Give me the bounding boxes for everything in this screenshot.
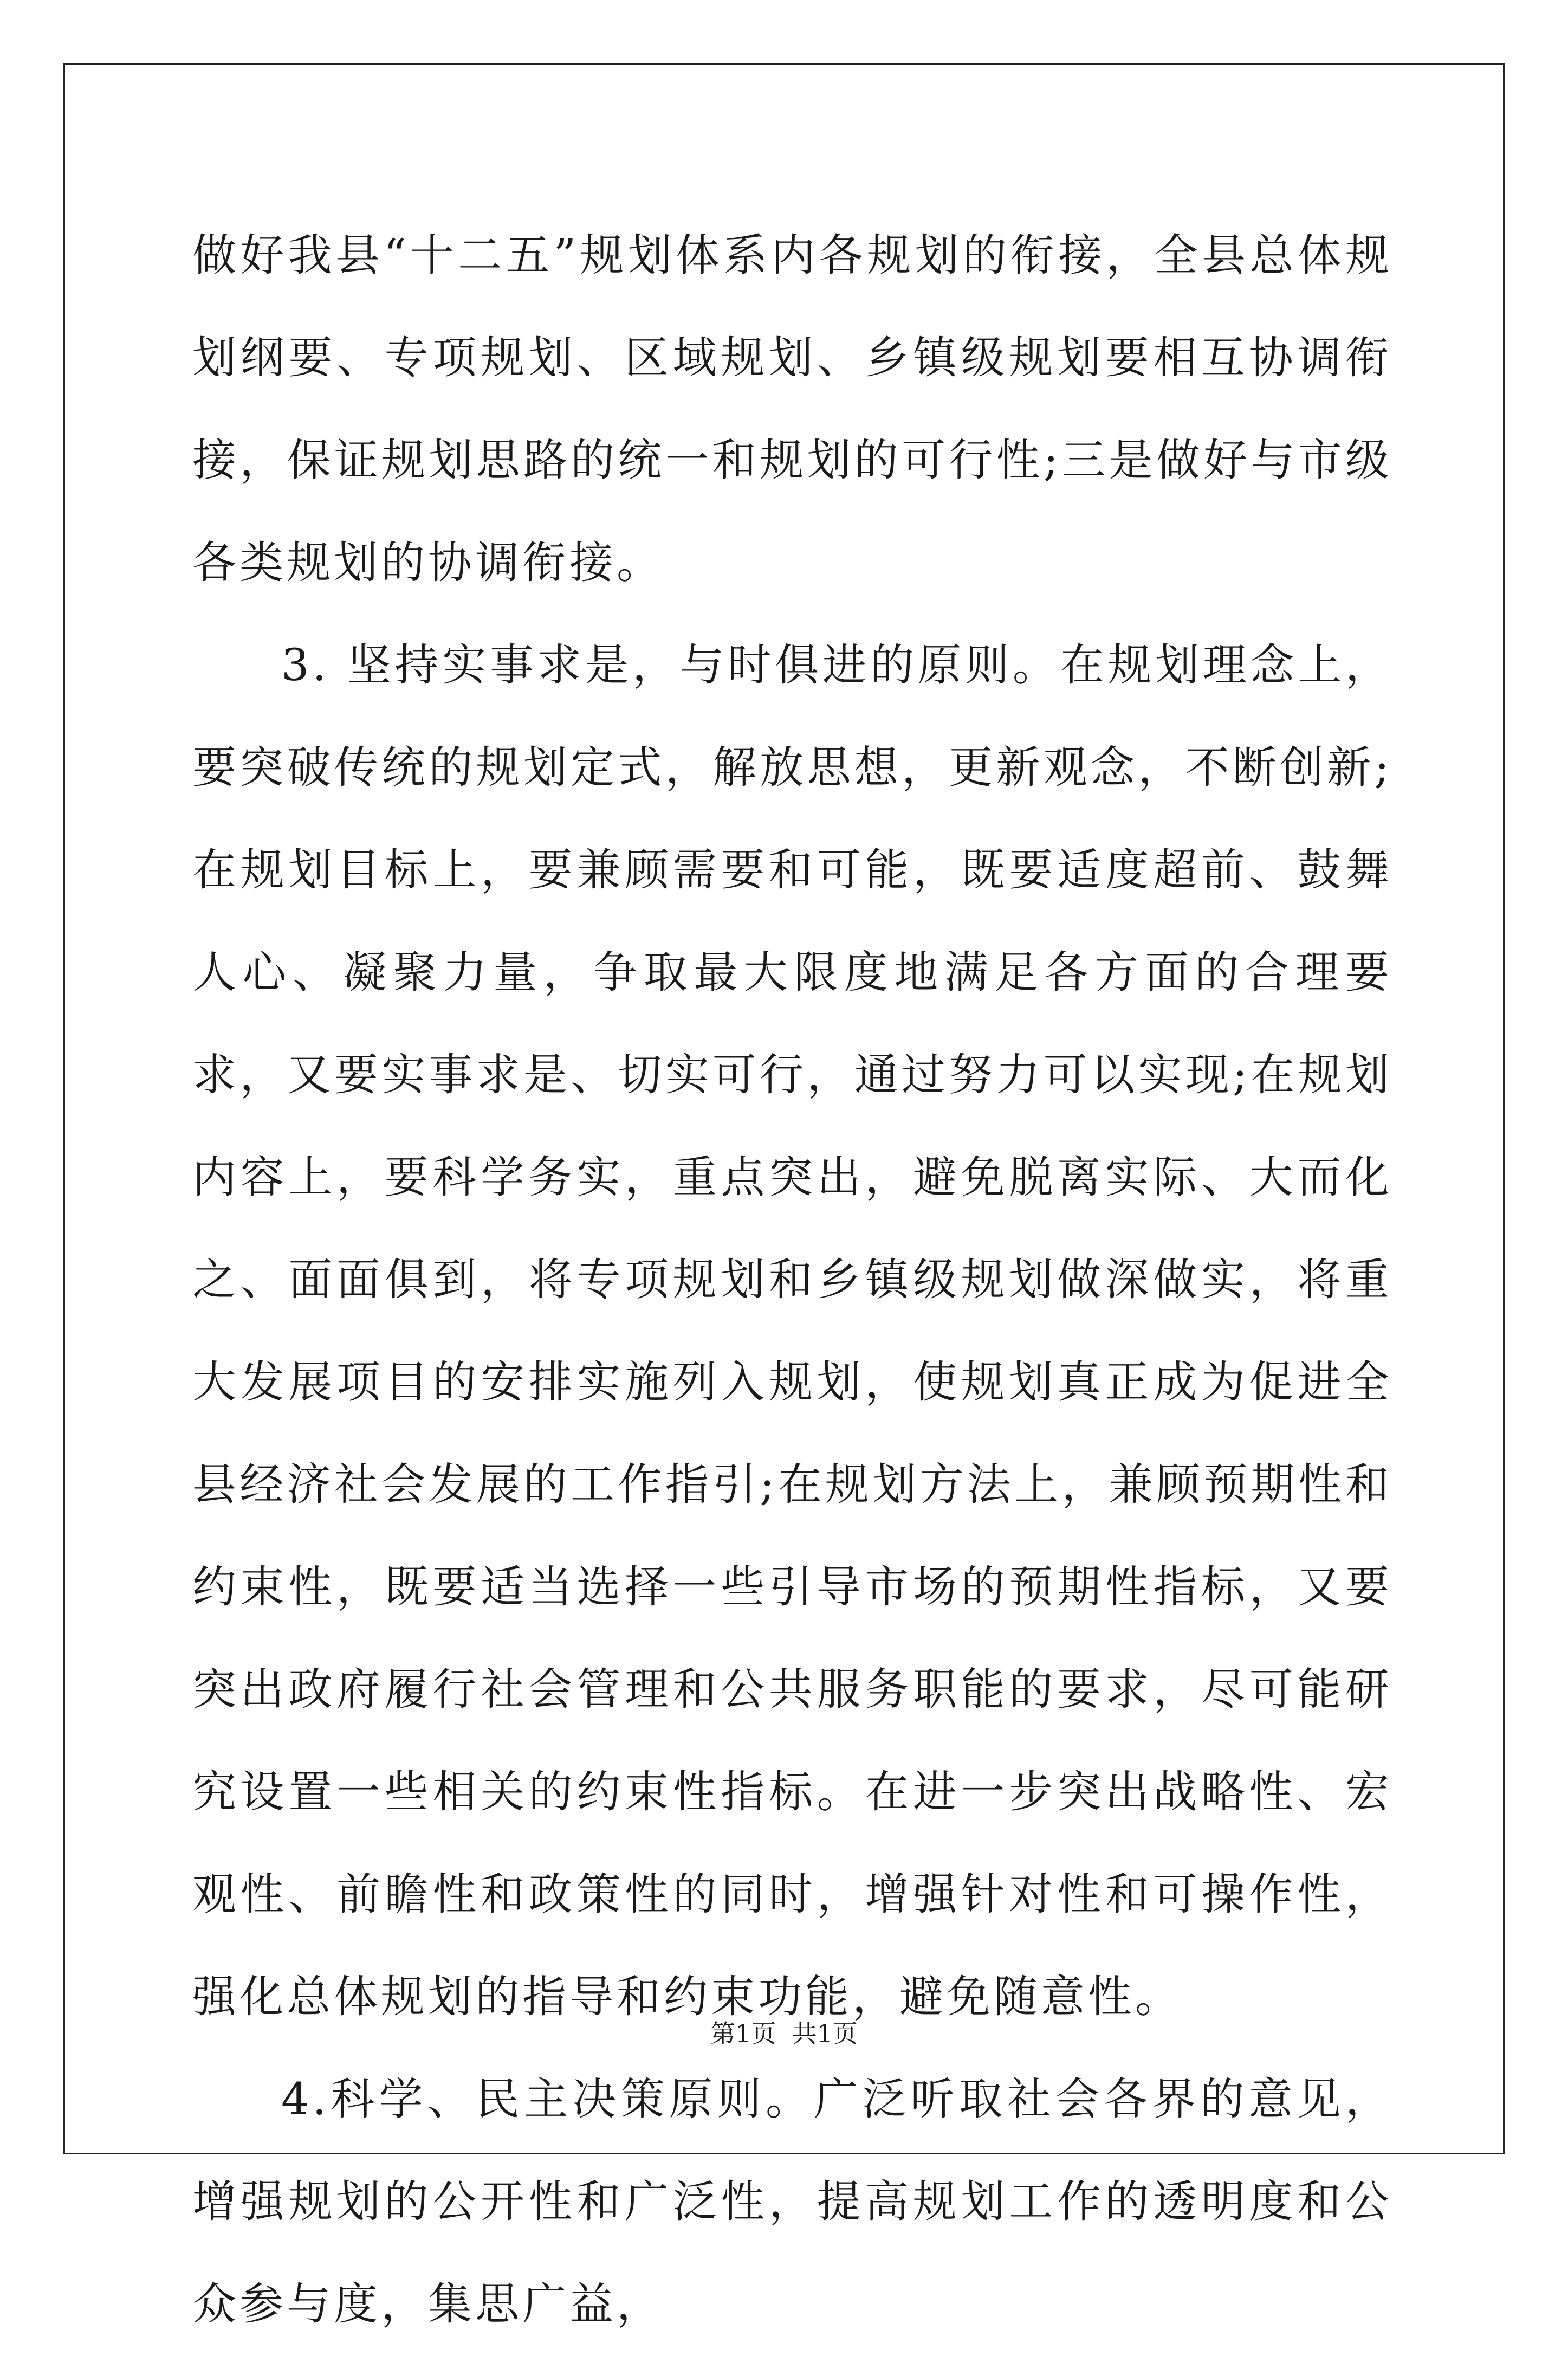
text-line: 的规划定式，解放思想，更新观念，不断创新;在规划目标上，要兼顾	[192, 743, 1392, 896]
paragraph	[192, 205, 1392, 615]
text-line: 预期性指标，又要突出政府履行社会管理和公共服务职能的要求，尽	[192, 1562, 1392, 1715]
text-line: 面面俱到，将专项规划和乡镇级规划做深做实，将重大发展项目的安	[192, 1255, 1392, 1408]
text-line: 4.科学、民主决策原则。广泛听取社会各界的意见，增强规划的	[192, 2074, 1392, 2228]
text-line: 排实施列入规划，使规划真正成为促进全县经济社会发展的工作指引;	[192, 1357, 1392, 1511]
text-line: 公开性和广泛性，提高规划工作的透明度和公众参与度，集思广益，	[192, 2177, 1392, 2330]
text-line: 在规划方法上，兼顾预期性和约束性，既要适当选择一些引导市场的	[192, 1460, 1392, 1613]
page-footer: 第1页 共1页	[710, 2019, 858, 2048]
text-line: 做好我县“十二五”规划体系内各规划的衔接，全县总体规划纲要、	[192, 230, 1392, 384]
text-line: 3. 坚持实事求是，与时俱进的原则。在规划理念上，要突破传统	[192, 640, 1392, 793]
text-line: 满足各方面的合理要求，又要实事求是、切实可行，通过努力可以实	[192, 947, 1392, 1101]
text-line: 现;在规划内容上，要科学务实，重点突出，避免脱离实际、大而化之、	[192, 1050, 1392, 1306]
text-line: 前瞻性和政策性的同时，增强针对性和可操作性，强化总体规划的指	[192, 1869, 1392, 2023]
paragraph	[192, 2049, 1392, 2356]
text-line: 统一和规划的可行性;三是做好与市级各类规划的协调衔接。	[192, 435, 1392, 589]
text-line: 可能研究设置一些相关的约束性指标。在进一步突出战略性、宏观性、	[192, 1664, 1392, 1920]
text-line: 导和约束功能，避免随意性。	[569, 1972, 1183, 2023]
text-line: 专项规划、区域规划、乡镇级规划要相互协调衔接，保证规划思路的	[192, 333, 1392, 486]
paragraph	[192, 615, 1392, 2049]
text-line: 需要和可能，既要适度超前、鼓舞人心、凝聚力量，争取最大限度地	[192, 845, 1392, 998]
